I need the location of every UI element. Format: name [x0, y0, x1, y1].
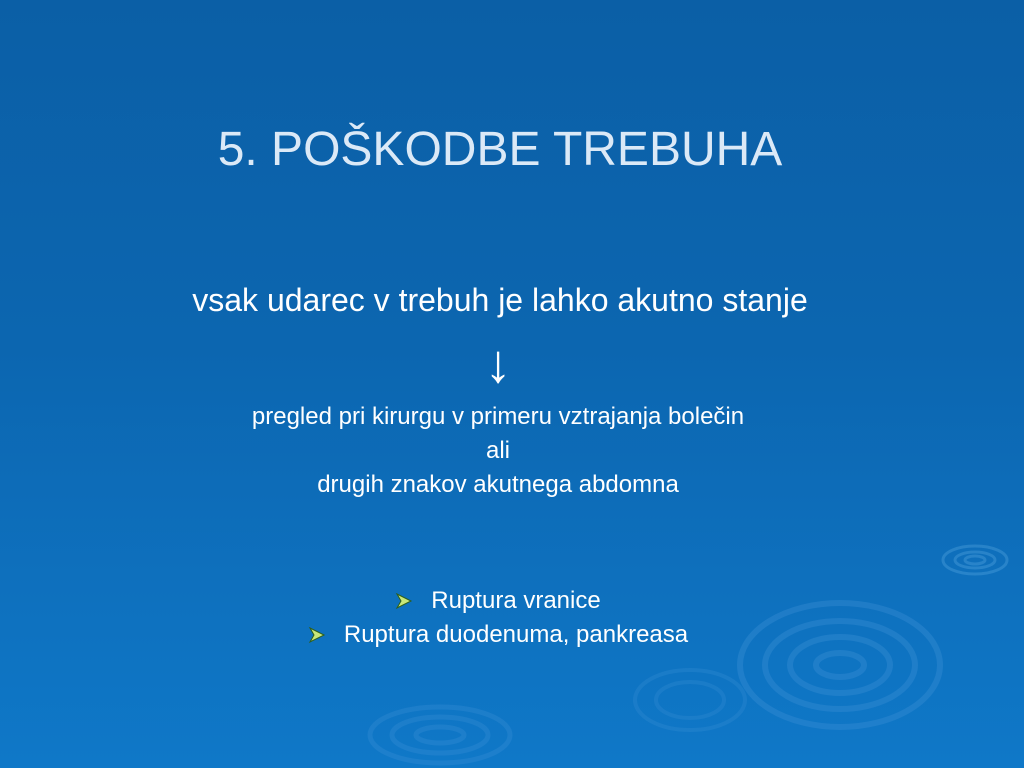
- detail-line-3: drugih znakov akutnega abdomna: [317, 471, 679, 498]
- detail-line-1: pregled pri kirurgu v primeru vztrajanja bolečin: [251, 403, 745, 430]
- bullet-list: [0, 584, 996, 652]
- list-item: [0, 618, 996, 652]
- list-item-text: Ruptura duodenuma, pankreasa: [343, 621, 689, 648]
- arrowhead-bullet-icon: [395, 592, 413, 610]
- arrowhead-bullet-icon: [308, 626, 326, 644]
- list-item: [0, 584, 996, 618]
- slide-title: 5. POŠKODBE TREBUHA: [217, 123, 783, 176]
- down-arrow: ↓: [484, 334, 512, 394]
- list-item-text: Ruptura vranice: [431, 587, 601, 614]
- lead-statement: vsak udarec v trebuh je lahko akutno stanje: [192, 282, 808, 318]
- detail-line-2: ali: [485, 437, 510, 464]
